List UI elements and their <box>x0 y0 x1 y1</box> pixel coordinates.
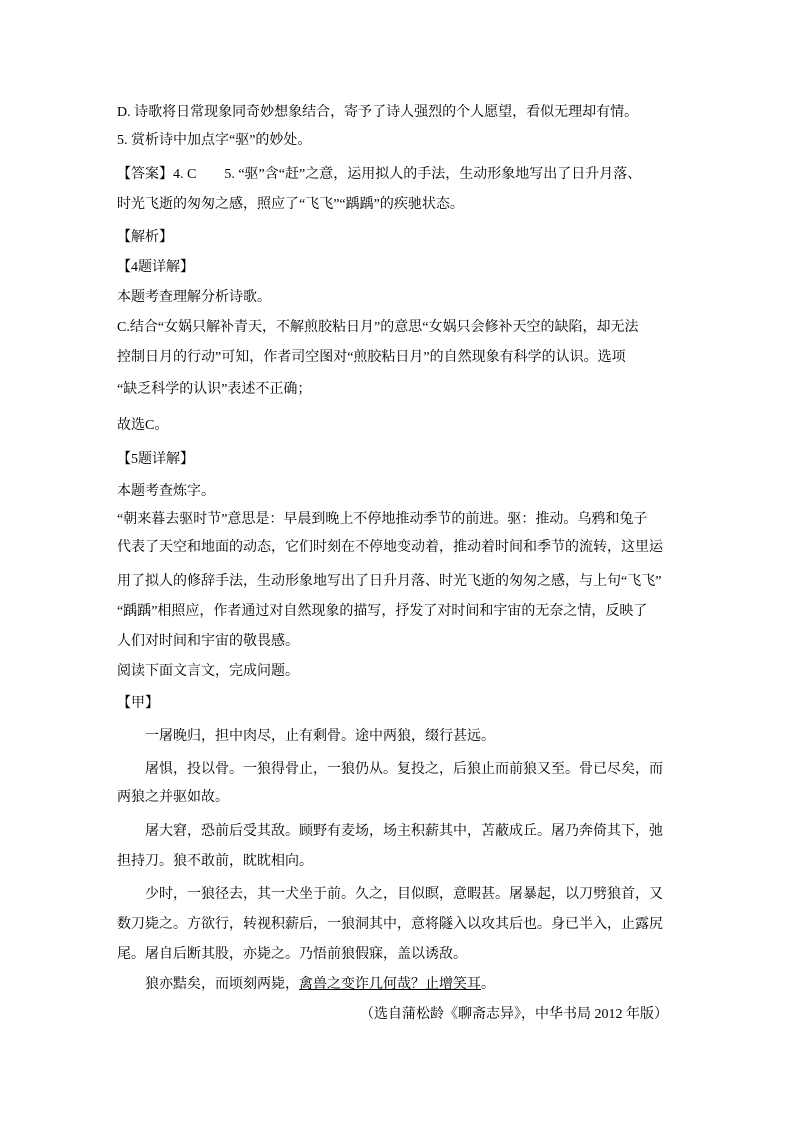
option-d: D. 诗歌将日常现象同奇妙想象结合，寄予了诗人强烈的个人愿望，看似无理却有情。 <box>117 105 639 120</box>
passage-paragraph: 少时，一狼径去，其一犬坐于前。久之，目似瞑，意暇甚。屠暴起，以刀劈狼首，又 <box>145 887 663 902</box>
q5-text: “朝来暮去驱时节”意思是：早晨到晚上不停地推动季节的前进。驱：推动。乌鸦和兔子 <box>117 512 648 527</box>
q5-text: 代表了天空和地面的动态，它们时刻在不停地变动着，推动着时间和季节的流转，这里运 <box>117 540 663 555</box>
q5-text: 本题考查炼字。 <box>117 484 215 499</box>
passage-paragraph: 两狼之并驱如故。 <box>117 790 229 805</box>
q5-text: “踽踽”相照应，作者通过对自然现象的描写，抒发了对时间和宇宙的无奈之情，反映了 <box>117 604 648 619</box>
passage-paragraph: 屠惧，投以骨。一狼得骨止，一狼仍从。复投之，后狼止而前狼又至。骨已尽矣，而 <box>145 762 663 777</box>
answer-line-2: 时光飞逝的匆匆之感，照应了“飞飞”“踽踽”的疾驰状态。 <box>117 197 464 212</box>
passage-text: 。 <box>481 977 495 992</box>
q5-heading: 【5题详解】 <box>117 452 194 467</box>
source-citation: （选自蒲松龄《聊斋志异》，中华书局 2012 年版） <box>360 1007 668 1022</box>
passage-jia-label: 【甲】 <box>117 696 159 711</box>
q5-text: 人们对时间和宇宙的敬畏感。 <box>117 634 299 649</box>
answer-line-1: 【答案】4. C 5. “驱”含“赶”之意，运用拟人的手法，生动形象地写出了日升月落、 <box>117 167 642 182</box>
q4-heading: 【4题详解】 <box>117 260 194 275</box>
q4-text: C.结合“女娲只解补青天，不解煎胶粘日月”的意思“女娲只会修补天空的缺陷，却无法 <box>117 320 639 335</box>
q4-text: “缺乏科学的认识”表述不正确； <box>117 382 312 397</box>
underlined-sentence: 禽兽之变诈几何哉？止增笑耳 <box>299 977 481 992</box>
passage-last-paragraph <box>145 976 495 994</box>
q5-text: 用了拟人的修辞手法，生动形象地写出了日升月落、时光飞逝的匆匆之感，与上句“飞飞” <box>117 574 662 589</box>
analysis-heading: 【解析】 <box>117 230 173 245</box>
passage-paragraph: 担持刀。狼不敢前，眈眈相向。 <box>117 854 313 869</box>
passage-paragraph: 屠大窘，恐前后受其敌。顾野有麦场，场主积薪其中，苫蔽成丘。屠乃奔倚其下，弛 <box>145 824 663 839</box>
reading-instruction: 阅读下面文言文，完成问题。 <box>117 664 299 679</box>
passage-paragraph: 一屠晚归，担中肉尽，止有剩骨。途中两狼，缀行甚远。 <box>145 729 495 744</box>
q4-choice: 故选C。 <box>117 418 169 433</box>
passage-paragraph: 尾。屠自后断其股，亦毙之。乃悟前狼假寐，盖以诱敌。 <box>117 947 467 962</box>
q4-text: 控制日月的行动”可知，作者司空图对“煎胶粘日月”的自然现象有科学的认识。选项 <box>117 350 626 365</box>
q4-text: 本题考查理解分析诗歌。 <box>117 290 271 305</box>
passage-text: 狼亦黠矣，而顷刻两毙， <box>145 977 299 992</box>
question-5: 5. 赏析诗中加点字“驱”的妙处。 <box>117 133 312 148</box>
passage-paragraph: 数刀毙之。方欲行，转视积薪后，一狼洞其中，意将隧入以攻其后也。身已半入，止露尻 <box>117 917 663 932</box>
